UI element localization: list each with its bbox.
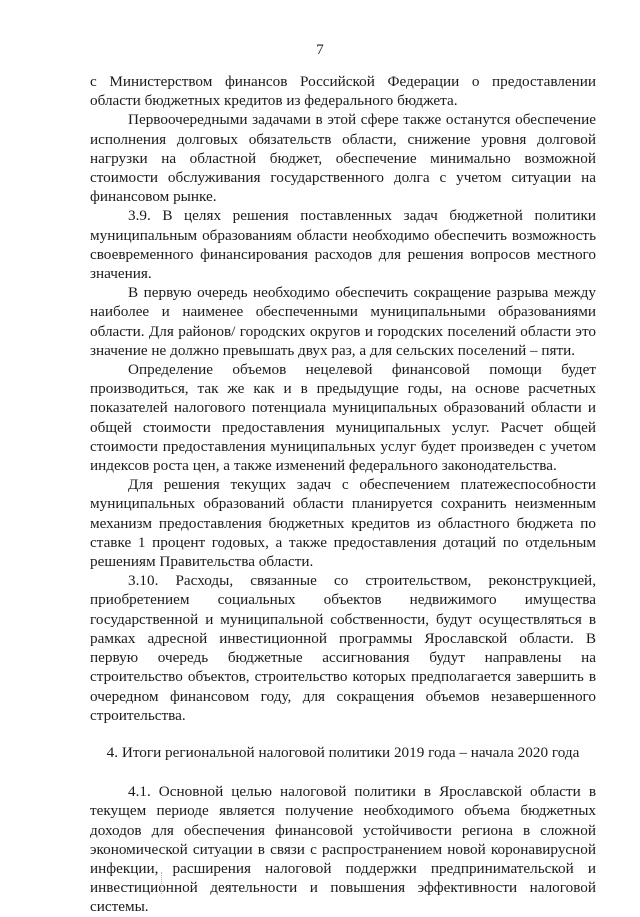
- paragraph-gap-reduction: В первую очередь необходимо обеспечить сокращение разрыва между наиболее и наименее обеспеченными муниципальными образованиями области. Для районов/ городских округов и городских поселений области это значение не должно превышать двух раз, а для сельских поселений – пяти.: [90, 284, 596, 359]
- paragraph-continuation: с Министерством финансов Российской Федерации о предоставлении области бюджетных кредитов из федерального бюджета.: [90, 73, 596, 110]
- paragraph-3-10: 3.10. Расходы, связанные со строительством, реконструкцией, приобретением социальных объектов недвижимого имущества государственной и муниципальной собственности, будут осуществляться в рамках адресной инвестиционной программы Ярославской области. В первую очередь бюджетные ассигнования будут направлены на строительство объектов, строительство которых предполагается завершить в очередном финансовом году, для сокращения объемов незавершенного строительства.: [90, 572, 596, 724]
- section-heading: 4. Итоги региональной налоговой политики 2019 года – начала 2020 года: [106, 743, 580, 761]
- paragraph-4-1: 4.1. Основной целью налоговой политики в Ярославской области в текущем периоде является получение необходимого объема бюджетных доходов для обеспечения финансовой устойчивости региона в сложной экономической ситуации в связи с распространением новой коронавирусной инфекции, расширения налоговой поддержки предпринимательской и инвестиционной деятельности и повышения эффективности налоговой системы.: [90, 783, 596, 916]
- paragraph-budget-credits: Для решения текущих задач с обеспечением платежеспособности муниципальных образований области планируется сохранить неизменным механизм предоставления бюджетных кредитов из областного бюджета по ставке 1 процент годовых, а также предоставления дотаций по отдельным решениям Правительства области.: [90, 476, 596, 571]
- paragraph-debt-priorities: Первоочередными задачами в этой сфере также останутся обеспечение исполнения долговых обязательств области, снижение уровня долговой нагрузки на областной бюджет, обеспечение минимально возможной стоимости обслуживания государственного долга с учетом ситуации на финансовом рынке.: [90, 111, 596, 206]
- scan-artifact: [161, 872, 163, 894]
- paragraph-financial-aid: Определение объемов нецелевой финансовой помощи будет производиться, так же как и в предыдущие годы, на основе расчетных показателей налогового потенциала муниципальных образований области и общей стоимости предоставления муниципальных услуг. Расчет общей стоимости предоставления муниципальных услуг будет произведен с учетом индексов роста цен, а также изменений федерального законодательства.: [90, 361, 596, 475]
- page-number: 7: [316, 42, 324, 58]
- document-body: [90, 72, 596, 917]
- paragraph-3-9: 3.9. В целях решения поставленных задач бюджетной политики муниципальным образованиям области необходимо обеспечить возможность своевременного финансирования расходов для решения вопросов местного значения.: [90, 207, 596, 283]
